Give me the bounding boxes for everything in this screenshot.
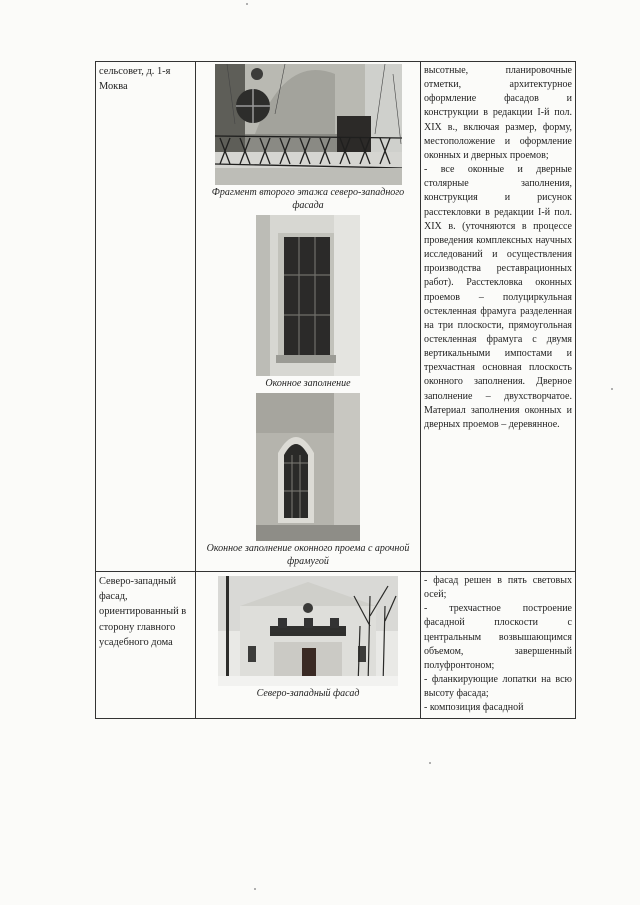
- protected-object-table: [95, 61, 576, 719]
- figure-caption: Оконное заполнение: [265, 378, 351, 389]
- window-filling-photo: [256, 215, 360, 376]
- northwest-facade-photo: [218, 576, 398, 686]
- table-row: [96, 62, 576, 572]
- description-paragraph: - композиция фасадной: [424, 702, 524, 714]
- photos-cell: [196, 62, 421, 572]
- facade-second-floor-fragment-photo: [215, 64, 402, 185]
- location-cell: сельсовет, д. 1-я Моква: [96, 62, 196, 572]
- description-cell: [421, 62, 576, 572]
- scan-speck: [611, 388, 613, 390]
- facade-name-cell: Северо-западный фасад, ориентированный в сторону главного усадебного дома: [96, 572, 196, 719]
- description-paragraph: высотные, планировочные отметки, архитектурное оформление фасадов и конструкции в редакции I-й пол. XIX в., включая размер, форму, местоположение и оформление оконных и дверных проемов;: [424, 65, 572, 161]
- scan-speck: [254, 888, 256, 890]
- figure-caption: Северо-западный фасад: [256, 688, 360, 699]
- description-paragraph: - фасад решен в пять световых осей;: [424, 575, 572, 601]
- description-paragraph: - все оконные и дверные столярные заполнения, конструкция и рисунок расстекловки в редакции I-й пол. XIX в. (уточняются в процессе проведения комплексных научных исследований и осуществления производства реставрационных работ). Расстекловка оконных проемов – полуциркульная остекленная фрамуга разделенная на три плоскости, прямоугольная остекленная фрамуга с двумя вертикальными импостами и трехчастная основная плоскость оконного заполнения. Дверное заполнение – двухстворчатое. Материал заполнения оконных и дверных проемов – деревянное.: [424, 164, 572, 430]
- description-paragraph: - трехчастное построение фасадной плоскости с центральным возвышающимся объемом, завершенный полуфронтоном;: [424, 603, 572, 671]
- description-cell: [421, 572, 576, 719]
- figure-caption: Оконное заполнение оконного проема с арочной фрамугой: [206, 543, 410, 567]
- photos-cell: [196, 572, 421, 719]
- scan-speck: [429, 762, 431, 764]
- table-row: [96, 572, 576, 719]
- arched-window-photo: [256, 393, 360, 541]
- scan-speck: [246, 3, 248, 5]
- description-paragraph: - фланкирующие лопатки на всю высоту фасада;: [424, 674, 572, 700]
- figure-caption: Фрагмент второго этажа северо-западного фасада: [211, 187, 405, 211]
